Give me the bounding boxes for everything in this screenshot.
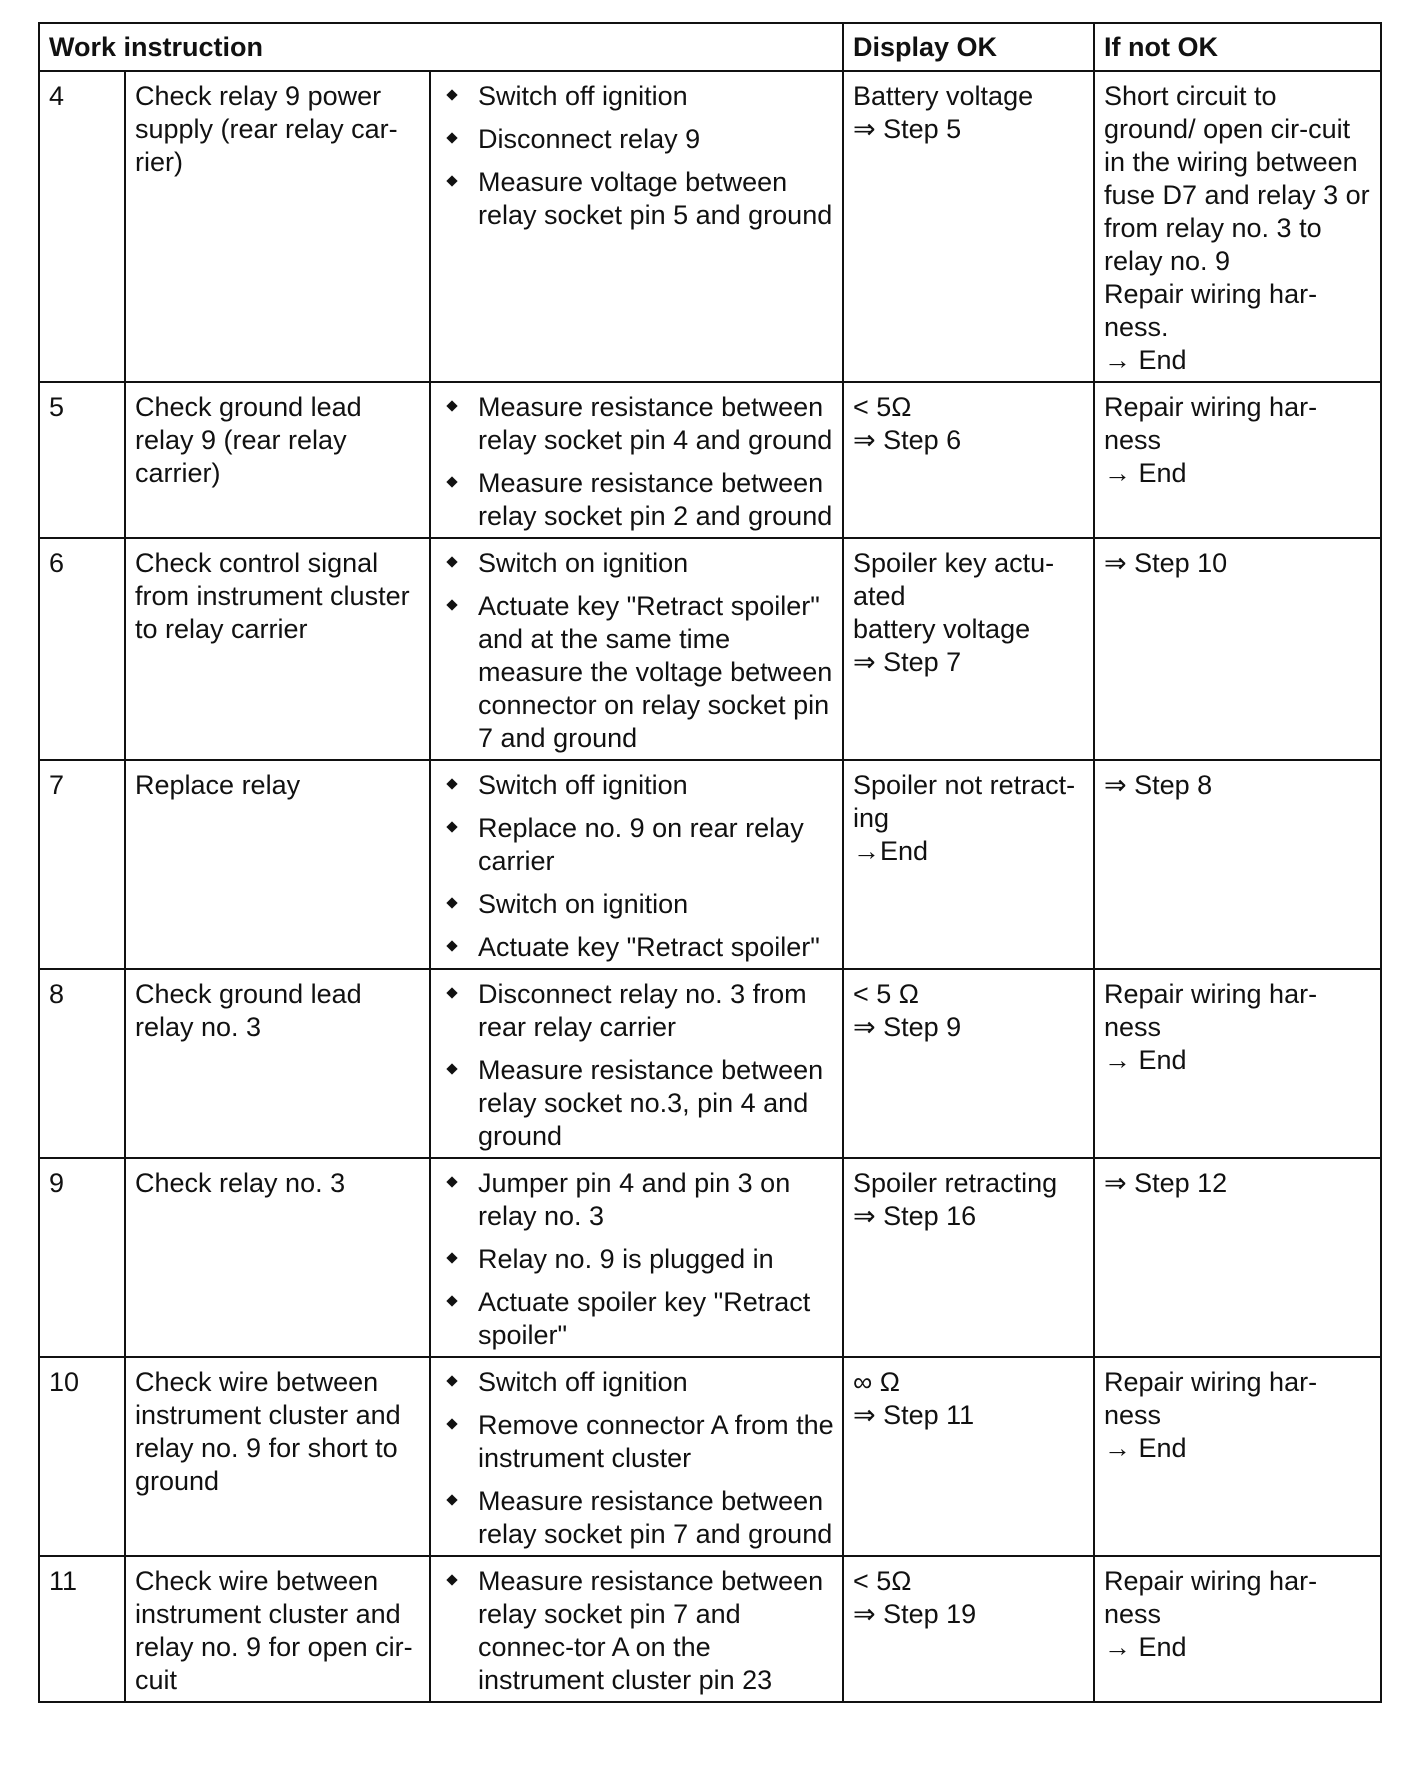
step-instruction: Check wire between instrument cluster and relay no. 9 for short to ground — [125, 1357, 430, 1556]
action-list — [440, 1167, 834, 1352]
step-instruction: Check ground lead relay no. 3 — [125, 969, 430, 1158]
diamond-bullet-icon — [446, 599, 457, 610]
step-actions — [430, 1357, 843, 1556]
step-instruction: Check control signal from instrument cluster to relay carrier — [125, 538, 430, 760]
table-row — [39, 71, 1381, 382]
diamond-bullet-icon — [446, 400, 457, 411]
table-row — [39, 1556, 1381, 1702]
action-text: Measure resistance between relay socket pin 7 and connec-tor A on the instrument cluster pin 23 — [478, 1566, 824, 1695]
action-text: Disconnect relay 9 — [478, 124, 701, 154]
if-not-ok-text: Repair wiring har-ness — [1104, 979, 1318, 1042]
display-ok-cell — [843, 1158, 1094, 1357]
step-instruction: Check wire between instrument cluster and relay no. 9 for open cir-cuit — [125, 1556, 430, 1702]
if-not-ok-cell — [1094, 1158, 1381, 1357]
if-not-ok-text: → End — [1104, 1433, 1187, 1463]
display-ok-text: < 5Ω — [853, 392, 912, 422]
table-row — [39, 1158, 1381, 1357]
if-not-ok-cell — [1094, 382, 1381, 538]
display-ok-text: ⇒ Step 11 — [853, 1400, 975, 1430]
if-not-ok-text: → End — [1104, 458, 1187, 488]
display-ok-text: →End — [853, 836, 929, 866]
table-row — [39, 760, 1381, 969]
table-row — [39, 1357, 1381, 1556]
diamond-bullet-icon — [446, 1295, 457, 1306]
step-number: 11 — [39, 1556, 125, 1702]
action-text: Jumper pin 4 and pin 3 on relay no. 3 — [478, 1168, 791, 1231]
work-instruction-table — [38, 22, 1382, 1703]
display-ok-text: Spoiler not retract-ing — [853, 770, 1076, 833]
action-list — [440, 769, 834, 964]
if-not-ok-text: Repair wiring har-ness. — [1104, 279, 1318, 342]
action-list — [440, 1565, 834, 1697]
if-not-ok-cell — [1094, 1357, 1381, 1556]
display-ok-text: ⇒ Step 5 — [853, 114, 962, 144]
action-text: Relay no. 9 is plugged in — [478, 1244, 774, 1274]
action-item — [440, 1054, 834, 1153]
diamond-bullet-icon — [446, 1375, 457, 1386]
diamond-bullet-icon — [446, 821, 457, 832]
action-text: Measure resistance between relay socket pin 7 and ground — [478, 1486, 833, 1549]
action-list — [440, 80, 834, 232]
display-ok-cell — [843, 382, 1094, 538]
header-work-instruction: Work instruction — [39, 23, 843, 71]
action-item — [440, 931, 834, 964]
action-text: Replace no. 9 on rear relay carrier — [478, 813, 804, 876]
step-number: 10 — [39, 1357, 125, 1556]
step-instruction: Check ground lead relay 9 (rear relay carrier) — [125, 382, 430, 538]
action-list — [440, 391, 834, 533]
diamond-bullet-icon — [446, 1063, 457, 1074]
if-not-ok-cell — [1094, 1556, 1381, 1702]
step-number: 9 — [39, 1158, 125, 1357]
step-actions — [430, 71, 843, 382]
diamond-bullet-icon — [446, 1574, 457, 1585]
step-number: 4 — [39, 71, 125, 382]
diamond-bullet-icon — [446, 1418, 457, 1429]
action-item — [440, 547, 834, 580]
display-ok-text: < 5Ω — [853, 1566, 912, 1596]
header-display-ok: Display OK — [843, 23, 1094, 71]
if-not-ok-text: Short circuit to ground/ open cir-cuit in the wiring between fuse D7 and relay 3 or from relay no. 3 to relay no. 9 — [1104, 81, 1370, 276]
diamond-bullet-icon — [446, 1252, 457, 1263]
if-not-ok-text: Repair wiring har-ness — [1104, 1367, 1318, 1430]
if-not-ok-text: ⇒ Step 8 — [1104, 770, 1213, 800]
table-body — [39, 71, 1381, 1702]
diamond-bullet-icon — [446, 476, 457, 487]
display-ok-cell — [843, 1357, 1094, 1556]
step-instruction: Replace relay — [125, 760, 430, 969]
if-not-ok-text: → End — [1104, 345, 1187, 375]
display-ok-text: Spoiler key actu-ated — [853, 548, 1055, 611]
action-item — [440, 80, 834, 113]
if-not-ok-text: → End — [1104, 1045, 1187, 1075]
if-not-ok-cell — [1094, 71, 1381, 382]
if-not-ok-text: ⇒ Step 10 — [1104, 548, 1228, 578]
display-ok-text: ⇒ Step 7 — [853, 647, 962, 677]
display-ok-cell — [843, 1556, 1094, 1702]
step-number: 5 — [39, 382, 125, 538]
action-item — [440, 769, 834, 802]
display-ok-cell — [843, 538, 1094, 760]
if-not-ok-text: Repair wiring har-ness — [1104, 1566, 1318, 1629]
action-text: Measure voltage between relay socket pin 5 and ground — [478, 167, 833, 230]
table-row — [39, 382, 1381, 538]
display-ok-text: ⇒ Step 19 — [853, 1599, 977, 1629]
if-not-ok-text: ⇒ Step 12 — [1104, 1168, 1228, 1198]
action-text: Actuate spoiler key "Retract spoiler" — [478, 1287, 811, 1350]
display-ok-cell — [843, 760, 1094, 969]
action-item — [440, 123, 834, 156]
step-number: 6 — [39, 538, 125, 760]
diamond-bullet-icon — [446, 987, 457, 998]
if-not-ok-cell — [1094, 538, 1381, 760]
step-number: 8 — [39, 969, 125, 1158]
action-item — [440, 1366, 834, 1399]
action-list — [440, 1366, 834, 1551]
action-text: Measure resistance between relay socket no.3, pin 4 and ground — [478, 1055, 824, 1151]
action-item — [440, 1243, 834, 1276]
display-ok-text: ⇒ Step 6 — [853, 425, 962, 455]
if-not-ok-text: → End — [1104, 1632, 1187, 1662]
step-instruction: Check relay 9 power supply (rear relay car-rier) — [125, 71, 430, 382]
action-text: Actuate key "Retract spoiler" — [478, 932, 820, 962]
action-item — [440, 978, 834, 1044]
if-not-ok-cell — [1094, 760, 1381, 969]
display-ok-cell — [843, 71, 1094, 382]
action-item — [440, 1286, 834, 1352]
action-text: Disconnect relay no. 3 from rear relay carrier — [478, 979, 807, 1042]
diamond-bullet-icon — [446, 556, 457, 567]
action-item — [440, 1485, 834, 1551]
display-ok-text: Battery voltage — [853, 81, 1034, 111]
table-row — [39, 538, 1381, 760]
step-instruction: Check relay no. 3 — [125, 1158, 430, 1357]
action-item — [440, 1409, 834, 1475]
diamond-bullet-icon — [446, 778, 457, 789]
action-item — [440, 391, 834, 457]
if-not-ok-text: Repair wiring har-ness — [1104, 392, 1318, 455]
table-header-row — [39, 23, 1381, 71]
diamond-bullet-icon — [446, 1494, 457, 1505]
display-ok-text: Spoiler retracting — [853, 1168, 1058, 1198]
action-text: Switch on ignition — [478, 548, 689, 578]
action-list — [440, 978, 834, 1153]
action-text: Remove connector A from the instrument cluster — [478, 1410, 834, 1473]
step-actions — [430, 969, 843, 1158]
action-item — [440, 812, 834, 878]
action-item — [440, 1565, 834, 1697]
diamond-bullet-icon — [446, 1176, 457, 1187]
action-text: Switch on ignition — [478, 889, 689, 919]
action-item — [440, 1167, 834, 1233]
display-ok-text: ⇒ Step 9 — [853, 1012, 962, 1042]
action-item — [440, 166, 834, 232]
diamond-bullet-icon — [446, 897, 457, 908]
diamond-bullet-icon — [446, 175, 457, 186]
action-text: Switch off ignition — [478, 770, 688, 800]
step-actions — [430, 1556, 843, 1702]
step-actions — [430, 538, 843, 760]
diamond-bullet-icon — [446, 89, 457, 100]
action-text: Measure resistance between relay socket pin 4 and ground — [478, 392, 833, 455]
action-item — [440, 888, 834, 921]
step-number: 7 — [39, 760, 125, 969]
step-actions — [430, 1158, 843, 1357]
action-list — [440, 547, 834, 755]
display-ok-cell — [843, 969, 1094, 1158]
action-text: Measure resistance between relay socket pin 2 and ground — [478, 468, 833, 531]
diamond-bullet-icon — [446, 132, 457, 143]
diamond-bullet-icon — [446, 940, 457, 951]
work-instruction-sheet — [38, 22, 1380, 1703]
table-row — [39, 969, 1381, 1158]
action-text: Switch off ignition — [478, 81, 688, 111]
if-not-ok-cell — [1094, 969, 1381, 1158]
step-actions — [430, 382, 843, 538]
step-actions — [430, 760, 843, 969]
action-text: Actuate key "Retract spoiler" and at the same time measure the voltage between connector on relay socket pin 7 and ground — [478, 591, 833, 753]
action-item — [440, 467, 834, 533]
action-text: Switch off ignition — [478, 1367, 688, 1397]
display-ok-text: ⇒ Step 16 — [853, 1201, 977, 1231]
display-ok-text: battery voltage — [853, 614, 1031, 644]
action-item — [440, 590, 834, 755]
display-ok-text: ∞ Ω — [853, 1367, 900, 1397]
header-if-not-ok: If not OK — [1094, 23, 1381, 71]
display-ok-text: < 5 Ω — [853, 979, 919, 1009]
